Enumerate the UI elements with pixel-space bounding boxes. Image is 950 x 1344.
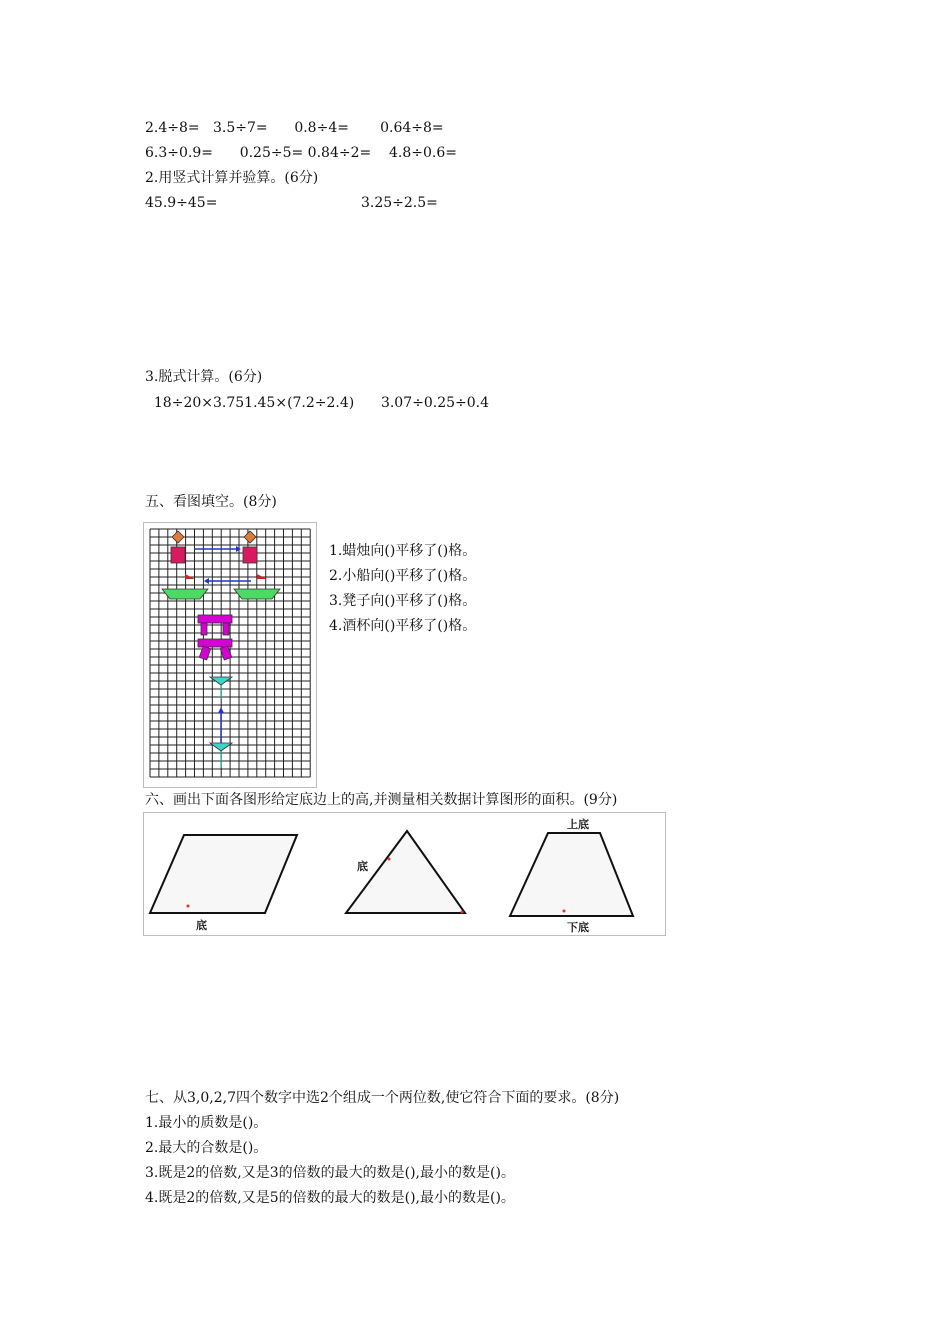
section5-item-3: 3.凳子向()平移了()格。 — [329, 593, 477, 609]
trapezoid-bottom-label: 下底 — [567, 921, 589, 934]
cup-lower — [210, 743, 232, 767]
section7-item-3: 3.既是2的倍数,又是3的倍数的最大的数是(),最小的数是()。 — [145, 1165, 515, 1181]
oral-calc-row-1: 2.4÷8= 3.5÷7= 0.8÷4= 0.64÷8= — [145, 120, 444, 136]
section7-item-2: 2.最大的合数是()。 — [145, 1140, 268, 1156]
shapes-figure — [143, 812, 666, 936]
section6-title: 六、画出下面各图形给定底边上的高,并测量相关数据计算图形的面积。(9分) — [145, 792, 618, 808]
section7-item-1: 1.最小的质数是()。 — [145, 1115, 268, 1131]
parallelogram-shape — [150, 835, 297, 913]
trapezoid-shape — [510, 833, 633, 916]
section7-title: 七、从3,0,2,7四个数字中选2个组成一个两位数,使它符合下面的要求。(8分) — [145, 1090, 620, 1106]
section5-item-4: 4.酒杯向()平移了()格。 — [329, 618, 477, 634]
trapezoid-top-label: 上底 — [567, 818, 589, 831]
section5-item-1: 1.蜡烛向()平移了()格。 — [329, 543, 477, 559]
vertical-calc-a: 45.9÷45= — [145, 195, 218, 211]
cup-upper — [210, 677, 232, 699]
boat-left — [162, 574, 208, 599]
vertical-calc-title: 2.用竖式计算并验算。(6分) — [145, 170, 319, 186]
translation-grid-figure — [143, 522, 317, 788]
candle-left — [171, 531, 185, 563]
parallelogram-base-label: 底 — [196, 919, 207, 932]
section5-item-2: 2.小船向()平移了()格。 — [329, 568, 477, 584]
section5-title: 五、看图填空。(8分) — [145, 494, 277, 510]
grid-svg — [144, 523, 316, 787]
stepwise-calc-problems: 18÷20×3.751.45×(7.2÷2.4) 3.07÷0.25÷0.4 — [145, 395, 490, 411]
triangle-base-label: 底 — [357, 860, 368, 873]
vertical-calc-b: 3.25÷2.5= — [361, 195, 438, 211]
oral-calc-row-2: 6.3÷0.9= 0.25÷5= 0.84÷2= 4.8÷0.6= — [145, 145, 458, 161]
section7-item-4: 4.既是2的倍数,又是5的倍数的最大的数是(),最小的数是()。 — [145, 1190, 515, 1206]
candle-right — [243, 531, 257, 563]
stepwise-calc-title: 3.脱式计算。(6分) — [145, 369, 263, 385]
